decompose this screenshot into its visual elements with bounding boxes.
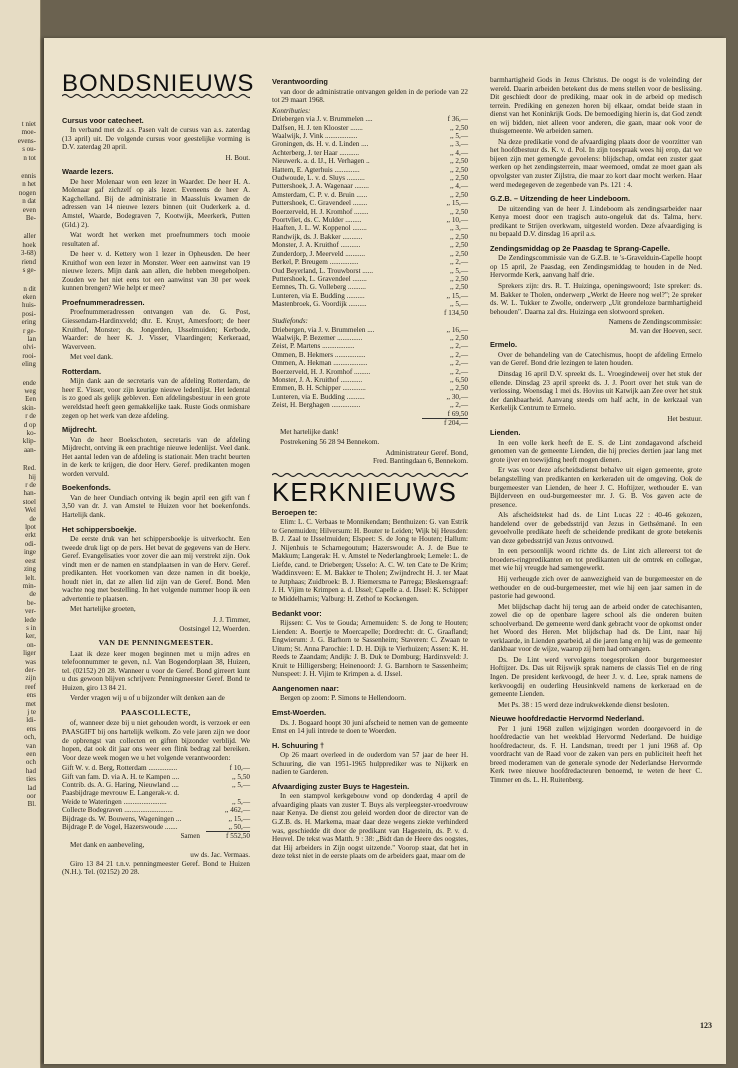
ledger-row xyxy=(272,384,468,392)
ledger-amount: ,, 5,— xyxy=(232,797,250,806)
fragment-text: lan xyxy=(27,334,36,343)
fragment-text: hij xyxy=(28,472,36,481)
fragment-text: n dit xyxy=(23,284,36,293)
ledger-name: Berkel, P. Breugem ................ xyxy=(272,258,359,267)
ledger-name: Ommen, B. Hekmers ................. xyxy=(272,350,366,359)
section-title: Waarde lezers. xyxy=(62,167,114,177)
paragraph: Als afscheidstekst had ds. de Lint Lucas 22 : 40-46 gekozen, handelend over de gebedsstrijd van Jezus in Gethsémané. In een gevoelvolle predikate heeft de scheidende predikant de grote betekenis van deze gebedsstrijd van Jezus ontvouwd. xyxy=(490,511,702,545)
ledger-amount: ,, 15,— xyxy=(446,199,468,208)
ledger-row xyxy=(272,351,468,359)
ledger-name: Gift W. v. d. Berg, Rotterdam ................ xyxy=(62,764,178,773)
ledger-name: Emmen, B. H. Schipper ............. xyxy=(272,384,366,393)
ledger-row xyxy=(272,393,468,401)
paragraph: Van de heer Boekschoten, secretaris van de afdeling Mijdrecht, ontving ik een prachtige nieuwe ledenlijst. Veel dank. Het aantal leden van de afdeling is stationair. Men tracht beurten in de kerk te krijgen, die door Herv. Geref. predikanten mogen worden vervuld. xyxy=(62,435,250,478)
ledger-amount: ,, 2,50 xyxy=(450,249,468,258)
newspaper-page xyxy=(44,38,726,1064)
fragment-text: stoel xyxy=(22,497,36,506)
ledger-name: Driebergen via J. v. Brummelen .... xyxy=(272,115,373,124)
postrekening-line: Postrekening 56 28 94 Bennekom. xyxy=(280,438,380,447)
admin-address: Fred. Bantingdaan 6, Bennekom. xyxy=(372,457,468,466)
ledger-amount: ,, 6,50 xyxy=(450,376,468,385)
fragment-text: moe- xyxy=(21,128,36,137)
ledger-row xyxy=(272,115,468,123)
ledger-name: Driebergen, via J. v. Brummelen .... xyxy=(272,325,375,334)
column-verantwoording xyxy=(272,78,468,863)
fragment-text: t niet xyxy=(21,120,36,128)
ledger-row xyxy=(62,798,250,806)
ledger-row xyxy=(272,275,468,283)
fragment-text: weg xyxy=(24,386,36,395)
news-title: G.Z.B. – Uitzending de heer Lindeboom. xyxy=(490,194,631,204)
fragment-text: be- xyxy=(27,598,36,607)
ledger-amount: ,, 2,— xyxy=(450,258,468,267)
section-title: Mijdrecht. xyxy=(62,425,97,435)
fragment-text: posi- xyxy=(22,309,36,318)
column-right xyxy=(490,76,702,787)
paragraph: Dinsdag 16 april D.V. spreekt ds. L. Vroegindeweij over het stuk der ellende. Dinsdag 23 april spreekt ds. J. J. Poort over het stuk van de verlossing. Woensdag 1 mei ds. Hovius uit Katwijk aan Zee over het stuk der dankbaarheid. Aanvang steeds om half acht, in de kerkzaal van Kerkelijk Centrum te Ermelo. xyxy=(490,369,702,413)
fragment-text: on- xyxy=(26,640,36,649)
fragment-text: n het xyxy=(22,180,36,189)
ledger-row xyxy=(62,815,250,823)
ledger-name: Ommen, A. Hekman ................... xyxy=(272,359,368,368)
fragment-text: han- xyxy=(23,489,36,498)
bondsnieuws-title: BONDSNIEUWS xyxy=(62,70,255,97)
fragment-text: ldi- xyxy=(26,716,36,725)
ledger-row xyxy=(272,283,468,291)
paragraph: Over de behandeling van de Catechismus, hoopt de afdeling Ermelo van de Geref. Bond drie lezingen te laten houden. xyxy=(490,350,702,368)
fragment-text: eest xyxy=(25,556,36,565)
ledger-amount: ,, 2,— xyxy=(450,401,468,410)
ledger-amount: ,, 5,— xyxy=(450,300,468,309)
ledger-row xyxy=(272,300,468,308)
ledger-name: Bijdrage ds. W. Bouwens, Wageningen ... xyxy=(62,814,182,823)
ledger-name: Hattem, E. Agterhuis .............. xyxy=(272,165,360,174)
fragment-text: ties xyxy=(26,775,36,784)
ledger-row xyxy=(272,359,468,367)
news-title: Ermelo. xyxy=(490,340,518,350)
ledger-amount: ,, 5,— xyxy=(232,781,250,789)
fragment-text: ko- xyxy=(26,429,36,437)
fragment-text: ende xyxy=(22,378,36,387)
paragraph: Per 1 juni 1968 zullen wijzigingen worden doorgevoerd in de hoofdredactie van het weekblad Hervormd Nederland. De huidige hoofdredacteur, ds. F. H. Landsman, treedt per 1 juni 1968 af. Op voordracht van de Raad voor de zaken van pers en publiciteit heeft het breed moderamen van de generale synode der Nederlandse Hervormde Kerk twee nieuwe hoofdredacteuren benoemd, te weten de heer C. Timmer en ds. L. H. Ruitenberg. xyxy=(490,724,702,785)
news-title: Emst-Woerden. xyxy=(272,708,327,717)
ledger-amount: ,, 2,50 xyxy=(450,157,468,166)
ledger-row xyxy=(62,773,250,781)
ledger-row xyxy=(272,267,468,275)
studiefonds-list xyxy=(272,326,468,410)
previous-page-edge xyxy=(0,0,41,1068)
ledger-amount: ,, 50,— xyxy=(228,823,250,832)
ledger-row xyxy=(272,250,468,258)
paragraph: Sprekers zijn: drs. R. T. Huizinga, openingswoord; 1ste spreker: ds. M. Bakker te Tholen, onderwerp „Werkt de Heere nog wel?"; 2e spreker ds. W. L. Tukker te Zwolle, onderwerp „Uit grondeloze barmhartigheid behouden". Daarna zal drs. Huizinga een slotwoord spreken. xyxy=(490,282,702,316)
ledger-row xyxy=(272,292,468,300)
ledger-row xyxy=(62,823,250,831)
ledger-row xyxy=(272,216,468,224)
ledger-amount: ,, 2,50 xyxy=(450,241,468,250)
ledger-name: Amsterdam, C. P. v. d. Bruin ...... xyxy=(272,190,368,199)
ledger-row xyxy=(272,124,468,132)
fragment-text: rooi- xyxy=(22,351,36,360)
paragraph: In een stampvol kerkgebouw vond op donderdag 4 april de afvaardiging plaats van zuster T. Buys als verpleegster-vroedvrouw naar Kenya. De dienst zou geleid worden door de director van de G.Z.B. ds. H. Markema, maar daar deze wegens ziekte verhinderd was, geschiedde dit door de predikant van Hagestein, ds. P. v. d. Heuvel. De tekst was Matth. 9 : 38: „Bidt dan de Heere des oogstes, dat Hij arbeiders in Zijn oogst uitzende." Voorop staat, dat het in deze tekst niet in de eerste plaats om de arbeiders gaat, maar om de xyxy=(272,792,468,861)
ledger-amount: ,, 2,50 xyxy=(450,174,468,183)
ledger-row xyxy=(272,166,468,174)
ledger-name: Lunteren, via E. Budding .......... xyxy=(272,291,365,300)
paragraph: Na deze predikatie vond de afvaardiging plaats door de voorzitter van het hoofdbestuur ds. K. v. d. Pol. In zijn toespraak wees hij erop, dat we bijeen zijn met gemengde gevoelens: blijdschap, omdat een zuster gaat werken op het zendingsterrein, maar weemoed, omdat ze moet gaan als opvolgster van zuster Zijlstra, die maar zo kort daar mocht werken. Haar werd medegegeven de zegenbede van Ps. 121 : 4. xyxy=(490,137,702,189)
ledger-amount: ,, 3,— xyxy=(450,224,468,233)
fragment-text: ennis xyxy=(21,172,36,181)
verantwoording-heading: Verantwoording xyxy=(272,77,328,86)
paragraph: Rijssen: C. Vos te Gouda; Arnemuiden: S. de Jong te Houten; Lienden: A. Boertje te Moercapelle; Dordrecht: dr. C. Graafland; Engwierum: J. G. Barhorn te Sassenheim; Staveren: C. Zwaan te Uitum; St. Anna Parochie: I. D. H. Dijk te Vierhuizen; Assen: K. H. Reeds te Zaandam; Andijk: J. B. Duk te Domburg; Hardinxveld: J. Kruit te Hilligersberg; Heinenoord: J. G. Barnhorn te Sassenheim; Nunspeet: J. H. Vijim te Krimpen a. d. IJssel. xyxy=(272,619,468,679)
thanks-line: Met hartelijke dank! xyxy=(280,427,339,436)
signature-address: Oostsingel 12, Woerden. xyxy=(179,624,250,633)
ledger-amount: ,, 16,— xyxy=(446,325,468,334)
paragraph: Met blijdschap dacht hij terug aan de arbeid onder de catechisanten, zowel die op de openbare lagere school als die onderen buiten schoolverband. De gemeente werd dank gebracht voor de opkomst onder het Woord des Heren. Met blijdschap had ds. De Lint, naar hij verklaarde, in Lienden gearbeid, al die jaren lang en hij was de gemeente dankbaar voor de wijze, waarop zij hem had ontvangen. xyxy=(490,602,702,654)
news-title: Zendingsmiddag op 2e Paasdag te Sprang-Capelle. xyxy=(490,243,670,253)
paragraph: In een persoonlijk woord richtte ds. de Lint zich allereerst tot de broeders-ringpredikanten en tot predikanten uit de omtrek en collegae, met wie hij vreugde had samengewerkt. xyxy=(490,547,702,573)
ledger-amount: ,, 4,— xyxy=(450,148,468,157)
ledger-row xyxy=(272,208,468,216)
paragraph: Met hartelijke groeten, xyxy=(70,605,136,614)
ledger-amount: ,, 2,50 xyxy=(450,274,468,283)
fragment-text: ering xyxy=(21,318,36,327)
news-title: Afvaardiging zuster Buys te Hagestein. xyxy=(272,781,410,791)
fragment-text: s ge- xyxy=(22,266,36,275)
ledger-name: Lunteren, via E. Budding .......... xyxy=(272,392,365,401)
fragment-text: had xyxy=(25,766,36,775)
ledger-name: Waalwijk, J. Vink .................. xyxy=(272,132,358,140)
ledger-name: Zunderdorp, J. Meerveld ........... xyxy=(272,249,366,258)
fragment-text: min- xyxy=(22,581,36,590)
ledger-name: Contrib. ds. A. G. Haring, Nieuwland .... xyxy=(62,781,179,789)
fragment-text: reef xyxy=(25,682,36,691)
ledger-name: Achterberg, J. ter Haar ........... xyxy=(272,148,360,157)
news-title: Nieuwe hoofdredactie Hervormd Nederland. xyxy=(490,714,645,724)
fragment-text: de xyxy=(29,514,36,523)
fragment-text: lelt. xyxy=(25,573,36,582)
fragment-text: de xyxy=(29,590,36,599)
ledger-name: Bijdrage P. de Vogel, Hazerswoude ....... xyxy=(62,823,178,832)
fragment-text: eken xyxy=(22,292,36,301)
section-title: Boekenfonds. xyxy=(62,483,111,493)
news-title: Aangenomen naar: xyxy=(272,683,339,693)
fragment-text: huis- xyxy=(22,301,36,310)
closing-sign: uw ds. Jac. Vermaas. xyxy=(190,851,250,860)
fragment-text: riend xyxy=(21,257,36,266)
fragment-text: 3-68) xyxy=(20,249,36,258)
fragment-text: odi- xyxy=(24,539,36,548)
section-title: Het schippersboekje. xyxy=(62,524,137,534)
fragment-text: och, xyxy=(24,733,36,742)
fragment-text: aller xyxy=(23,232,36,241)
news-title: Beroepen te: xyxy=(272,507,318,517)
ledger-amount: ,, 15,— xyxy=(446,291,468,300)
ledger-row xyxy=(272,149,468,157)
ledger-amount: f 36,— xyxy=(447,115,468,124)
admin-line: Administrateur Geref. Bond, xyxy=(385,448,468,457)
ledger-name: Paasbijdrage mevrouw E. Langerak-v. d. xyxy=(62,789,180,798)
fragment-text: r de xyxy=(25,412,36,421)
ledger-name: Groningen, ds. H. v. d. Linden .... xyxy=(272,140,369,149)
fragment-text: zijn xyxy=(25,674,36,683)
paragraph: De heer v. d. Kettery won 1 lezer in Opheusden. De heer Kruithof won een lezer in Monster. Weer een aanwinst van 19 nieuwe lezers. Mijn dank aan allen, die hebben meegeholpen. Zouden we het niet eens tot een aanwinst van 30 per week kunnen brengen? Wie helpt er mee? xyxy=(62,250,250,293)
ledger-name: Oud Beyerland, L. Trouwborst ...... xyxy=(272,266,374,275)
ledger-name: Weide te Wateringen ........................ xyxy=(62,797,167,806)
ledger-amount: ,, 5,— xyxy=(450,132,468,140)
ledger-amount: ,, 2,— xyxy=(450,350,468,359)
ledger-amount xyxy=(206,789,250,797)
ledger-name: Eemnes, Th. G. Volleberg .......... xyxy=(272,283,366,292)
fragment-text: ker, xyxy=(25,632,36,641)
ledger-row xyxy=(62,789,250,797)
ledger-name: Gift van fam. D. via A. H. te Kampen .... xyxy=(62,772,180,781)
kerknieuws-items xyxy=(272,509,468,861)
fragment-text: inge xyxy=(23,548,36,557)
ledger-name: Dalfsen, H. J. ten Klooster ....... xyxy=(272,123,363,132)
bondsnieuws-sections xyxy=(62,117,250,763)
fragment-text: van xyxy=(25,741,36,750)
ledger-amount: ,, 2,50 xyxy=(450,384,468,393)
ledger-name: Puttershoek, L. Gravendeel ........ xyxy=(272,274,367,283)
ledger-amount: ,, 5,50 xyxy=(232,772,250,781)
total-amount: f 552,50 xyxy=(206,832,250,841)
ledger-row xyxy=(272,342,468,350)
ledger-row xyxy=(272,233,468,241)
section-title: Proefnummeradressen. xyxy=(62,297,145,307)
ledger-amount: ,, 2,50 xyxy=(450,165,468,174)
paragraph: Ds. De Lint werd vervolgens toegesproken door burgemeester Hoftijzer. Ds. Das uit Rijswijk sprak namens de classis Tiel en de ring Ingen. De president kerkvoogd, de heer J. v. d. Lee, sprak namens de kerkvoogdij en ouderling Heusinkveld namens de kerkeraad en de gemeente Lienden. xyxy=(490,655,702,699)
signature: H. Bout. xyxy=(225,153,250,162)
paragraph: Op 26 maart overleed in de ouderdom van 57 jaar de heer H. Schuuring, die van 1951-1965 hulpprediker was te Nijkerk en nadien te Garderen. xyxy=(272,751,468,777)
column-bondsnieuws xyxy=(62,70,255,879)
kontributies-list xyxy=(272,115,468,308)
fragment-text: och xyxy=(25,758,36,767)
paragraph: Elim: L. C. Verbaas te Monnikendam; Benthuizen: G. van Estrik te Genemuiden; Hilversum: H. Bouter te Leiden; Wijk bij Heusden: B. J. Zaal te IJsselmuiden; Elspeet: S. de Jong te Houten; Hallum: J. Nijenhuis te Scharnegoutum; Hazerswoude: A. J. de Bue te Makkum; Langerak: H. v. Amstel te Nederlangbroek; Lemele: L. de Liefde, cand. te Driebergen; Usselo: A. C. W. ten Cate te De Krim; Waddinxveen: E. M. Bakker te Tholen; Zwijndrecht H. J. ter Maat te Jutphaas; Zuidbroek: B. J. Riemersma te Parrega; Bleskensgraaf: J. H. Vijim te Krimpen a. d. IJssel; Capelle a. d. IJssel: K. Schipper te Middelharnis; Valburg: H. Zethof te Kockengen. xyxy=(272,518,468,603)
ledger-row xyxy=(272,241,468,249)
fragment-text: was xyxy=(25,657,36,666)
fragment-text: olvi- xyxy=(22,343,36,352)
paragraph: Hij verheugde zich over de aanwezigheid van de burgemeester en de wethouder en de oud-burgemeester, met wie hij een jaar samen in de pastorie had gewoond. xyxy=(490,574,702,601)
ledger-amount: ,, 2,50 xyxy=(450,334,468,343)
fragment-text: erkt xyxy=(25,531,36,540)
fragment-text: hoek xyxy=(22,240,36,249)
ledger-amount: ,, 3,— xyxy=(450,140,468,149)
ledger-name: Boerzerveld, H. J. Kromhof ......... xyxy=(272,367,371,376)
paragraph: Verder vragen wij u of u bijzonder wilt denken aan de xyxy=(70,694,225,703)
total-label: Samen xyxy=(180,832,200,841)
ledger-amount: ,, 2,— xyxy=(450,367,468,376)
fragment-text: n dat xyxy=(22,197,36,206)
section-heading: VAN DE PENNINGMEESTER. xyxy=(98,638,214,648)
ledger-row xyxy=(272,258,468,266)
paragraph: of, wanneer deze bij u niet gehouden wordt, is verzoek er een PAASGIFT bij ons hartelijk welkom. Zo vele jaren zijn we door de opbrengst van collecten en giften bijzonder verblijd. We hopen, dat ook dit jaar ons weer een flink bedrag zal bereiken. Voor deze week mogen we u het volgende verantwoorden: xyxy=(62,719,250,762)
ledger-amount: ,, 2,50 xyxy=(450,123,468,132)
bondsnieuws-banner xyxy=(62,70,255,103)
fragment-text: liger xyxy=(23,649,36,658)
paragraph: De heer Molenaar won een lezer in Waarder. De heer H. A. Molenaar gaf zichzelf op als lezer. Eveneens de heer A. Kagchelland. Bij de administratie in Maassluis kwamen de adressen van 14 nieuwe lezers binnen (uit Ouderkerk a. d. Amstel, Waarde, Bodegraven 7, Kootwijk, Meerkerk, Putten (Gld.) 2). xyxy=(62,177,250,229)
fragment-text: skin- xyxy=(22,403,36,412)
ledger-row xyxy=(272,174,468,182)
closing-line: Met dank en aanbeveling, xyxy=(70,840,145,849)
ledger-name: Collecte Bodegraven ........................... xyxy=(62,806,173,815)
kerknieuws-banner xyxy=(272,476,468,507)
ledger-name: Boerzerveld, H. J. Kromhof ........ xyxy=(272,207,369,216)
paragraph: De Zendingscommissie van de G.Z.B. te 's-Gravelduin-Capelle hoopt op 15 april, 2e Paasdag, een Zendingsmiddag te houden in de Ned. Hervormde Kerk, aanvang half drie. xyxy=(490,254,702,280)
ledger-name: Puttershoek, J. A. Wagenaar ........ xyxy=(272,182,369,191)
ledger-amount: f 10,— xyxy=(229,764,250,773)
fragment-text: der- xyxy=(24,665,36,674)
section-title: Cursus voor catecheet. xyxy=(62,115,144,125)
fragment-text: r ge- xyxy=(22,326,36,335)
ledger-row xyxy=(272,326,468,334)
paragraph: Van de heer Oundiach ontving ik begin april een gift van f 3,50 van dr. J. van Amstel te Huizen voor het boekenfonds. Hartelijk dank. xyxy=(62,493,250,519)
closing-para: Giro 13 84 21 t.n.v. penningmeester Geref. Bond te Huizen (N.H.). Tel. (02152) 20 28. xyxy=(62,859,250,877)
fragment-text: lpot xyxy=(25,523,36,532)
signature-name: M. van der Hoeven, secr. xyxy=(629,326,702,335)
grand-total: f 204,— xyxy=(422,418,468,428)
paragraph: De eerste druk van het schippersboekje is uitverkocht. Een tweede druk ligt op de pers. Het bevat de gegevens van de Herv. Geref. Evangelisaties voor zover die aan mij verstrekt zijn. Ook vindt men er de namen en standplaatsen in van de Herv. Geref. predikanten. Het voorkomen van deze namen in dit boekje, houdt niet in, dat ze allen lid zijn van de Geref. Bond. Men wachte nog met bestelling. In het volgende nummer hoop ik een advertentie te plaatsen. xyxy=(62,535,250,603)
verantwoording-intro: van door de administratie ontvangen gelden in de periode van 22 tot 29 maart 1968. xyxy=(272,87,468,105)
fragment-text: evens- xyxy=(17,136,36,145)
fragment-text: Be- xyxy=(25,214,36,223)
fragment-text: lad xyxy=(27,783,36,792)
fragment-text: j te xyxy=(27,708,36,716)
ledger-name: Haaften, J. L. W. Koppenol ........ xyxy=(272,224,367,233)
ledger-amount: ,, 2,— xyxy=(450,359,468,368)
news-title: Bedankt voor: xyxy=(272,608,322,618)
ledger-name: Zeist, H. Berghagen ................ xyxy=(272,401,361,410)
paragraph: Er was voor deze afscheidsdienst behalve uit eigen gemeente, grote belangstelling van predikanten en kerkeraden uit de omgeving. Ook de burgemeester van Lienden, de heer J. C. Hoftijzer, wethouder E. van Bijlderveen en oud-burgemeester mr. J. G. B. Vos gaven acte de presence. xyxy=(490,466,702,509)
page-number: 123 xyxy=(700,1021,712,1030)
paragraph: In verband met de a.s. Pasen valt de cursus van a.s. zaterdag (13 april) uit. De volgende cursus voor geestelijke vorming is D.V. zaterdag 20 april. xyxy=(62,126,250,152)
fragment-text: klip- xyxy=(22,437,36,446)
paragraph: barmhartigheid Gods in Jezus Christus. De oogst is de voleinding der wereld. Daarin arbeiden betekent dus de mens stellen voor de beslissing. Dit geschiedt door de prediking, maar ook in de arbeid op medisch terrein. Prediking en genezen horen bij elkaar, omdat beide staan in dienst van het Koninkrijk Gods. De bemoediging hierin is, dat God zendt en wij bidden, niet alleen voor anderen, die gaan, maar ook voor de thuisgemeente. We arbeiden samen. xyxy=(490,76,702,136)
collecte-ledger xyxy=(62,764,250,831)
ledger-name: Nieuwerk. a. d. IJ., H. Verhagen .. xyxy=(272,157,370,166)
ledger-amount: ,, 10,— xyxy=(446,216,468,225)
right-news-items xyxy=(490,195,702,784)
fragment-text: s in xyxy=(26,623,36,632)
signature: Namens de Zendingscommissie: xyxy=(608,318,702,327)
fragment-text: ver- xyxy=(24,607,36,616)
ledger-name: Poortvliet, ds. C. Mulder ......... xyxy=(272,216,362,225)
paragraph: Bergen op zoom: P. Simons te Hellendoorn. xyxy=(280,694,407,703)
ledger-row xyxy=(62,806,250,814)
ledger-amount: ,, 15,— xyxy=(228,814,250,823)
ledger-row xyxy=(272,401,468,409)
ledger-row xyxy=(62,781,250,789)
ledger-row xyxy=(272,132,468,140)
ledger-name: Oudwoude, L. v. d. Sluys .......... xyxy=(272,174,365,183)
ledger-amount: ,, 462,— xyxy=(224,806,250,815)
paragraph: Mijn dank aan de secretaris van de afdeling Rotterdam, de heer E. Visser, voor zijn keurige nieuwe ledenlijst. Het ledental is zo goed als gelijk gebleven. Een afdelingsbestuur in een grote wereldstad heeft geen gemakkelijke taak. Ruste Gods onmisbare zegen op het werk van deze afdeling. xyxy=(62,377,250,420)
ledger-amount: ,, 2,50 xyxy=(450,232,468,241)
ledger-row xyxy=(272,376,468,384)
fragment-text: Bl. xyxy=(27,800,36,809)
ledger-name: Randwijk, ds. J. Bakker ........... xyxy=(272,232,363,241)
paragraph: Laat ik deze keer mogen beginnen met u mijn adres en telefoonnummer te geven, n.l. Van Bogendorplaan 38, Huizen, tel. (02152) 20 28. Wanneer u voor de Geref. Bond girreert kunt u dus gewoon blijven schrijven: Penningmeester Geref. Bond te Huizen, giro 13 84 21. xyxy=(62,649,250,692)
collecte-total xyxy=(62,831,250,840)
ledger-name: Mastenbroek, G. Voordijk .......... xyxy=(272,300,367,309)
paragraph: In een volle kerk heeft de E. S. de Lint zondagavond afscheid genomen van de gemeente Lienden, die hij precies dertien jaar lang met grote ijver en toewijding heeft mogen dienen. xyxy=(490,438,702,464)
ledger-row xyxy=(272,368,468,376)
fragment-text: ens xyxy=(26,691,36,700)
ledger-amount: ,, 2,50 xyxy=(450,283,468,292)
fragment-text: nogen xyxy=(18,188,36,197)
fragment-text: n tot xyxy=(23,153,36,162)
paragraph: De uitzending van de heer J. Lindeboom als zendingsarbeider naar Kenya moest door een tragisch auto-ongeluk dat ds. Talma, herv. predikant te Strijen overkwam, uitgesteld worden. Deze afvaardiging is nu bepaald D.V. dinsdag 16 april a.s. xyxy=(490,204,702,239)
section-heading: PAASCOLLECTE, xyxy=(121,707,191,717)
kerknieuws-title: KERKNIEUWS xyxy=(272,476,457,507)
ledger-row xyxy=(272,224,468,232)
ledger-amount: ,, 5,— xyxy=(450,266,468,275)
ledger-amount: ,, 2,— xyxy=(450,342,468,351)
signature: J. J. Timmer, xyxy=(212,615,250,624)
paragraph: Proefnummeradressen ontvangen van de. G. Post, Giessendam-Hardinxveld; dhr. E. Kruyt, Amersfoort; de heer Kruithof, Monster; ds. Jongerden, IJsselmuiden; Kerbode, Waarder: de heer K. J. Visser, Vlaardingen; Kerkeraad, Waverveen. xyxy=(62,308,250,351)
fragment-text: s ou- xyxy=(22,145,36,154)
ledger-row xyxy=(272,199,468,207)
ledger-row xyxy=(272,334,468,342)
afvaardiging-continued xyxy=(490,76,702,189)
ledger-amount: ,, 2,50 xyxy=(450,207,468,216)
fragment-text: oor xyxy=(26,792,36,801)
fragment-text: lede xyxy=(24,615,36,624)
kontributies-subtotal: f 134,50 xyxy=(444,308,468,317)
fragment-text: Een xyxy=(25,395,36,404)
ledger-row xyxy=(272,140,468,148)
news-title: Lienden. xyxy=(490,428,521,438)
studiefonds-label: Studiefonds: xyxy=(272,317,308,326)
fragment-text: aan- xyxy=(23,445,36,454)
ledger-name: Waalwijk, P. Bezemer .............. xyxy=(272,334,363,343)
ledger-amount: ,, 2,50 xyxy=(450,190,468,199)
fragment-text: ens xyxy=(26,724,36,733)
ledger-amount: ,, 4,— xyxy=(450,182,468,191)
ledger-amount: ,, 30,— xyxy=(446,392,468,401)
kontributies-label: Kontributies: xyxy=(272,106,311,115)
fragment-text: r de xyxy=(25,481,36,490)
news-title: H. Schuuring † xyxy=(272,740,325,750)
ledger-name: Zeist, P. Martens .................. xyxy=(272,342,355,351)
ledger-name: Puttershoek, C. Gravendeel ........ xyxy=(272,199,368,208)
ledger-row xyxy=(272,157,468,165)
ledger-row xyxy=(62,764,250,772)
ledger-row xyxy=(272,191,468,199)
fragment-text: Red. xyxy=(22,464,36,473)
fragment-text: een xyxy=(26,750,36,759)
fragment-text: eling xyxy=(22,360,36,369)
paragraph: Ds. J. Bogaard hoopt 30 juni afscheid te nemen van de gemeente Emst en 14 juli intrede te doen te Woerden. xyxy=(272,718,468,736)
fragment-text: even xyxy=(22,205,36,214)
paragraph: Wat wordt het werken met proefnummers toch mooie resultaten af. xyxy=(62,231,250,248)
fragment-text: Wel xyxy=(24,506,36,515)
paragraph: Met veel dank. xyxy=(70,353,113,362)
fragment-text: d op xyxy=(23,420,36,429)
signature: Het bestuur. xyxy=(667,414,702,423)
ledger-name: Monster, J. A. Kruithof ............ xyxy=(272,376,363,385)
fragment-text: met xyxy=(25,699,36,708)
studiefonds-subtotal: f 69,50 xyxy=(447,409,468,418)
paragraph: Met Ps. 38 : 15 werd deze indrukwekkende dienst besloten. xyxy=(498,700,670,709)
fragment-text: zing xyxy=(23,565,36,574)
ledger-name: Monster, J. A. Kruithof ........... xyxy=(272,241,361,250)
ledger-row xyxy=(272,182,468,190)
section-title: Rotterdam. xyxy=(62,366,102,376)
